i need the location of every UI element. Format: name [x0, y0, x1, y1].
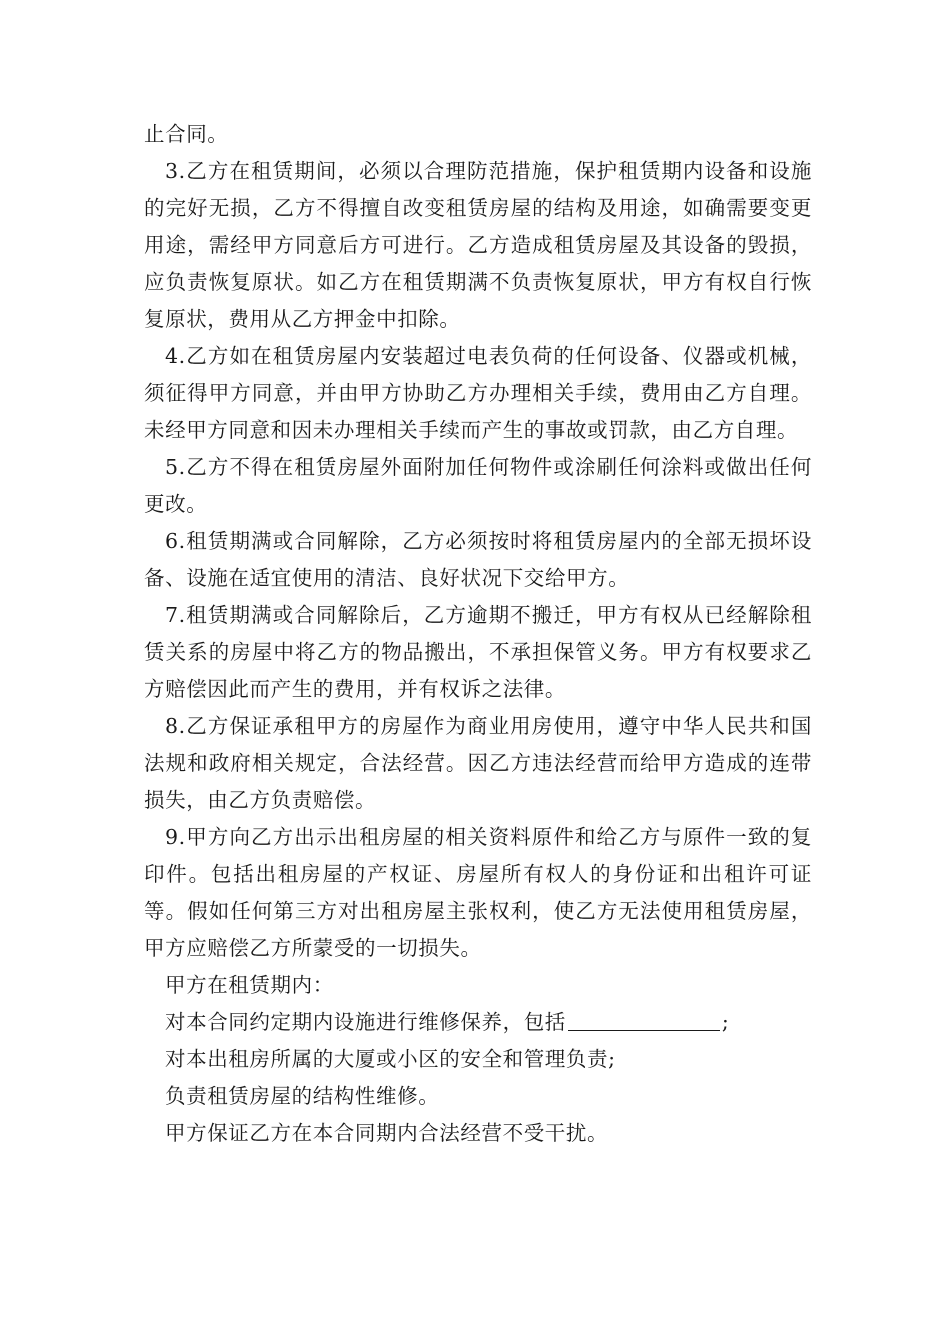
clause-4: 4.乙方如在租赁房屋内安装超过电表负荷的任何设备、仪器或机械，须征得甲方同意，并由甲方协助乙方办理相关手续，费用由乙方自理。未经甲方同意和因未办理相关手续而产生的事故或罚款，由乙方自理。 — [144, 344, 812, 442]
clause-5: 5.乙方不得在租赁房屋外面附加任何物件或涂刷任何涂料或做出任何更改。 — [144, 455, 812, 516]
structural-repair-line: 负责租赁房屋的结构性维修。 — [165, 1084, 440, 1108]
maintenance-line — [144, 1004, 812, 1041]
clause-3: 3.乙方在租赁期间，必须以合理防范措施，保护租赁期内设备和设施的完好无损，乙方不得擅自改变租赁房屋的结构及用途，如确需要变更用途，需经甲方同意后方可进行。乙方造成租赁房屋及其设备的毁损，应负责恢复原状。如乙方在租赁期满不负责恢复原状，甲方有权自行恢复原状，费用从乙方押金中扣除。 — [144, 159, 812, 331]
paragraph-contract-end: 止合同。 — [144, 122, 229, 146]
landlord-duties-heading: 甲方在租赁期内： — [165, 973, 334, 997]
lawful-operation-line: 甲方保证乙方在本合同期内合法经营不受干扰。 — [165, 1121, 609, 1145]
clause-7: 7.租赁期满或合同解除后，乙方逾期不搬迁，甲方有权从已经解除租赁关系的房屋中将乙方的物品搬出，不承担保管义务。甲方有权要求乙方赔偿因此而产生的费用，并有权诉之法律。 — [144, 603, 812, 701]
document-body — [144, 116, 812, 1152]
fill-in-blank[interactable] — [568, 1008, 720, 1031]
maintenance-prefix: 对本合同约定期内设施进行维修保养，包括 — [165, 1010, 566, 1034]
clause-9: 9.甲方向乙方出示出租房屋的相关资料原件和给乙方与原件一致的复印件。包括出租房屋的产权证、房屋所有权人的身份证和出租许可证等。假如任何第三方对出租房屋主张权利，使乙方无法使用租赁房屋，甲方应赔偿乙方所蒙受的一切损失。 — [144, 825, 812, 960]
clause-8: 8.乙方保证承租甲方的房屋作为商业用房使用，遵守中华人民共和国法规和政府相关规定，合法经营。因乙方违法经营而给甲方造成的连带损失，由乙方负责赔偿。 — [144, 714, 812, 812]
security-management-line: 对本出租房所属的大厦或小区的安全和管理负责; — [165, 1047, 616, 1071]
clause-6: 6.租赁期满或合同解除，乙方必须按时将租赁房屋内的全部无损坏设备、设施在适宜使用的清洁、良好状况下交给甲方。 — [144, 529, 812, 590]
maintenance-suffix: ; — [721, 1010, 730, 1034]
